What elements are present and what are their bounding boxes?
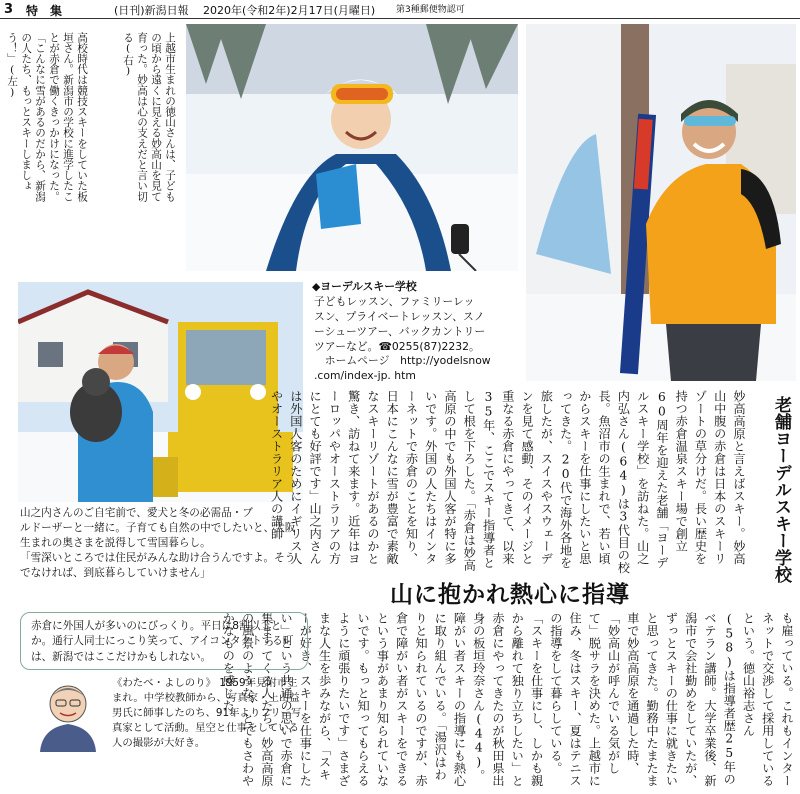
paper-name: (日刊)新潟日報 (114, 4, 189, 17)
author-portrait-icon (28, 672, 108, 752)
bottom-photo-caption-line: ルドーザーと一緒に。子育ても自然の中でしたいと、大阪生まれの奥さまを説得して雪国暮らし。 (20, 522, 296, 550)
photo-caption-left: 高校時代は競技スキーをしていた板垣さん。新潟市の学校に進学したことが赤倉で働くきっかけになった。「こんなに雪があるのだから、新潟の人たち、もっとスキーしましょう！」(左) (6, 32, 88, 202)
article-kicker: 老舗ヨーデルスキー学校 (771, 396, 791, 583)
page-number: 3 (4, 2, 14, 17)
postal-note: 第3種郵便物認可 (396, 5, 465, 15)
school-info-title: ◆ヨーデルスキー学校 (312, 280, 417, 293)
article-body-upper: 妙高高原と言えばスキー。妙高山中腹の赤倉は日本のスキーリゾートの草分けだ。長い歴史を持つ赤倉温泉スキー場で創立60周年を迎えた老舗「ヨーデルスキー学校」を訪ねた。山之内弘さん(64)は3代目の校長。魚沼市の生まれで、若い頃からスキーを仕事にしたいと思ってきた。20代で海外各地を旅したが、スイスやスウェーデンを見て感動、そのイメージと重なる赤倉にやってきて、以来35年、ここでスキー指導者として根を下ろした。「赤倉は妙高高原の中でも外国人客が特に多いです。外国の人たちはインターネットで赤倉のことを知り、日本にこんなに雪が豊富で素敵なスキーリゾートがあるのかと驚き、訪ねて来ます。近年はヨーロッパやオーストラリアの方にとても好評です」山之内さんは外国人客のためにイギリス人やオーストラリア人の講師 (269, 390, 746, 574)
photo-yamanouchi-bulldozer-image (18, 282, 303, 502)
school-info-line: スン、プライベートレッスン、スノ (314, 309, 485, 323)
school-info-line: .com/index-jp. htm (314, 369, 416, 383)
photo-woman-skier (186, 24, 518, 271)
article-body-lower: も雇っている。これもインターネットで交渉して採用しているという。徳山裕志さん(58)は指導者歴25年のベテラン講師。大学卒業後、新潟市で会社勤めをしていたが、ずっとスキーの仕事に就きたいと思ってきた。勤務中たまたま車で妙高高原を通過した時、「妙高山が呼んでいる気がして」脱サラを決めた。上越市に住み、冬はスキー、夏はテニスの指導をして暮らしている。「スキーを仕事にし、しかも親から離れて独り立ちしたい」と赤倉にやってきたのが秋田県出身の板垣玲奈さん(44)。障がい者スキーの指導にも熱心に取り組んでいる。「湯沢はわりと知られているのですが、赤倉で障がい者がスキーをできるという事があまり知られていないです。もっと知ってもらえるように頑張りたいです」さまざまな人生を歩みながら、「スキーが好き、スキーを仕事にしたい」という共通の思いで赤倉に集まってくる人たち。妙高高原の風景のような、とてもさわやかなものを感じた。 (221, 612, 794, 787)
author-portrait (28, 672, 108, 752)
section-label: 特 集 (26, 4, 63, 18)
photo-man-with-skis-image (526, 24, 796, 381)
school-info-line: ーシューツアー、バックカントリー (314, 324, 486, 338)
photo-yamanouchi-bulldozer (18, 282, 303, 502)
school-info-box (312, 280, 524, 383)
bottom-photo-caption-line: 「雪深いところでは住民がみんな助け合うんですよ。そうでなければ、到底暮らしていけません」 (20, 552, 296, 580)
author-speech-text: 赤倉に外国人が多いのにびっくり。平日は8割以上とか。通行人同士にっこり笑って、アイコンタクトする町は、新潟ではここだけかもしれない。 (31, 620, 294, 663)
bottom-photo-caption (20, 506, 305, 581)
photo-man-with-skis (526, 24, 796, 381)
photo-caption-right: 上越市生まれの徳山さんは、子どもの頃から遠くに見える妙高山を見て育った。妙高は心の支えだと言い切る(右) (122, 32, 176, 202)
photo-woman-skier-image (186, 24, 518, 271)
school-info-line: ホームページ http://yodelsnow (314, 354, 491, 368)
author-speech-bubble (20, 612, 308, 670)
school-info-line: 子どもレッスン、ファミリーレッ (314, 294, 475, 308)
page-header (0, 0, 800, 18)
header-rule (0, 18, 800, 19)
school-info-line: ツアーなど。☎0255(87)2232。 (314, 339, 480, 353)
article-headline: 山に抱かれ熱心に指導 (390, 581, 630, 608)
bottom-photo-caption-line: 山之内さんのご自宅前で、愛犬と冬の必需品・ブ (20, 507, 253, 519)
author-bio: 《わたべ・よしのり》 1959年見附市生まれ。中学校教師から、写真家・上山益男氏に師事したのち、91年よりフリー写真家として活動。星空と仕事をしている人の撮影が大好き。 (112, 677, 302, 750)
issue-date: 2020年(令和2年)2月17日(月曜日) (203, 4, 376, 17)
